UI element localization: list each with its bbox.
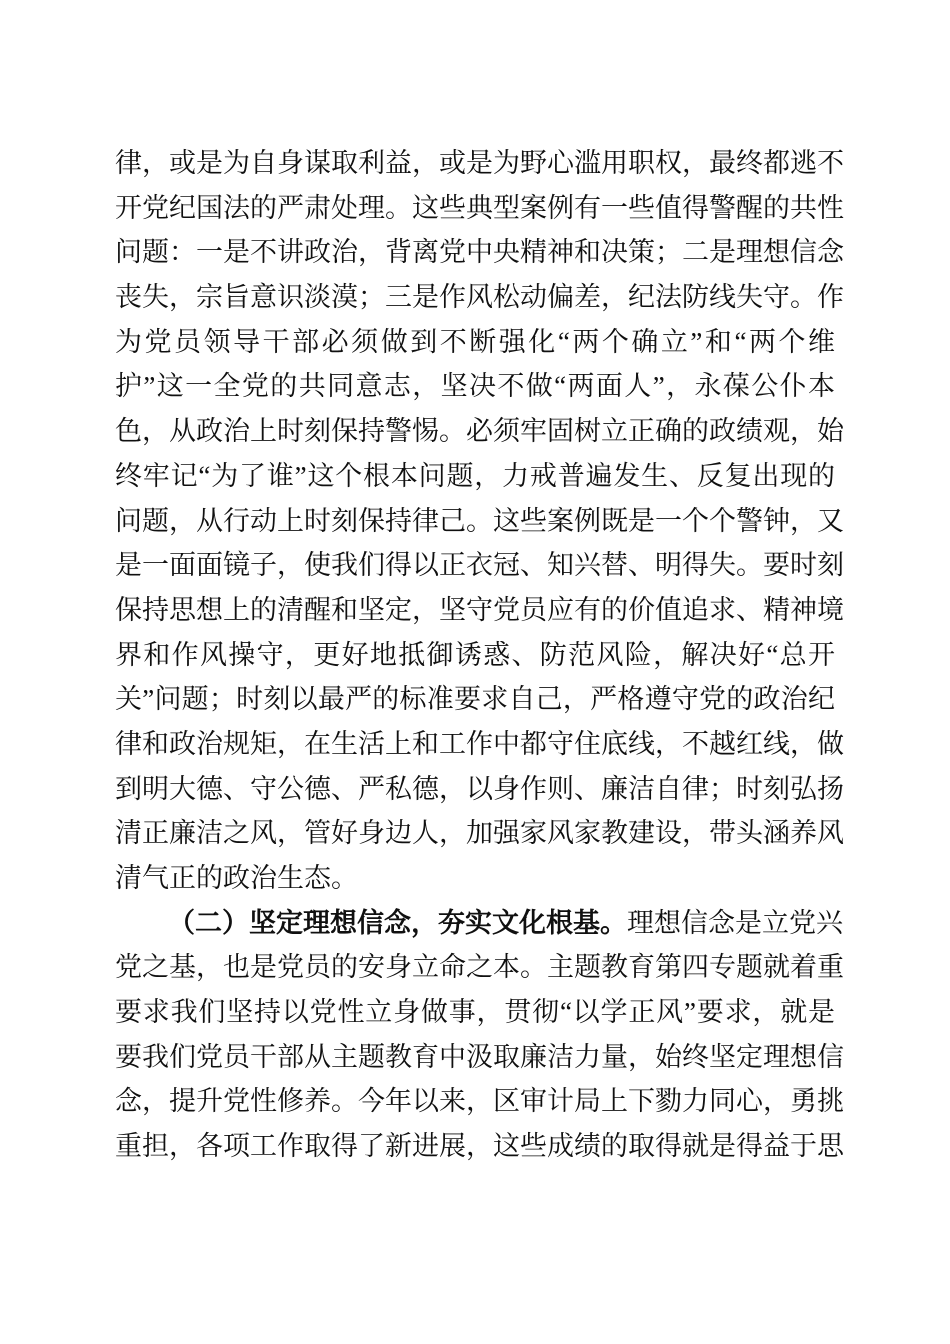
body-line: 终牢记“为了谁”这个根本问题，力戒普遍发生、反复出现的 [115, 460, 835, 491]
body-line: 关”问题；时刻以最严的标准要求自己，严格遵守党的政治纪 [115, 684, 835, 715]
body-line: 问题：一是不讲政治，背离党中央精神和决策；二是理想信念 [115, 237, 844, 268]
body-line: 律和政治规矩，在生活上和工作中都守住底线，不越红线，做 [115, 728, 844, 759]
body-line: 党之基，也是党员的安身立命之本。主题教育第四专题就着重 [115, 952, 844, 983]
heading-line-rest: 理想信念是立党兴 [627, 907, 843, 938]
body-line: 丧失，宗旨意识淡漠；三是作风松动偏差，纪法防线失守。作 [115, 282, 844, 313]
body-line: 到明大德、守公德、严私德，以身作则、廉洁自律；时刻弘扬 [115, 773, 844, 804]
body-line: 色，从政治上时刻保持警惕。必须牢固树立正确的政绩观，始 [115, 416, 844, 447]
section-heading-line [115, 901, 843, 946]
paragraph-last-line: 清气正的政治生态。 [115, 863, 358, 893]
text-block [115, 141, 844, 1169]
body-line: 清正廉洁之风，管好身边人，加强家风家教建设，带头涵养风 [115, 818, 844, 849]
body-line: 律，或是为自身谋取利益，或是为野心滥用职权，最终都逃不 [115, 148, 844, 178]
body-line: 念，提升党性修养。今年以来，区审计局上下勠力同心，勇挑 [115, 1086, 844, 1117]
body-line: 要我们党员干部从主题教育中汲取廉洁力量，始终坚定理想信 [115, 1041, 844, 1072]
body-line: 保持思想上的清醒和坚定，坚守党员应有的价值追求、精神境 [115, 594, 844, 625]
body-line: 开党纪国法的严肃处理。这些典型案例有一些值得警醒的共性 [115, 192, 844, 223]
body-line: 是一面面镜子，使我们得以正衣冠、知兴替、明得失。要时刻 [115, 550, 844, 581]
body-line: 要求我们坚持以党性立身做事，贯彻“以学正风”要求，就是 [115, 997, 835, 1028]
body-line: 护”这一全党的共同意志，坚决不做“两面人”，永葆公仆本 [115, 371, 835, 402]
body-line: 重担，各项工作取得了新进展，这些成绩的取得就是得益于思 [115, 1131, 844, 1162]
body-line: 为党员领导干部必须做到不断强化“两个确立”和“两个维 [115, 326, 835, 357]
body-line: 问题，从行动上时刻保持律己。这些案例既是一个个警钟，又 [115, 505, 844, 536]
body-line: 界和作风操守，更好地抵御诱惑、防范风险，解决好“总开 [115, 639, 835, 670]
section-heading: （二）坚定理想信念，夯实文化根基。 [168, 907, 627, 938]
